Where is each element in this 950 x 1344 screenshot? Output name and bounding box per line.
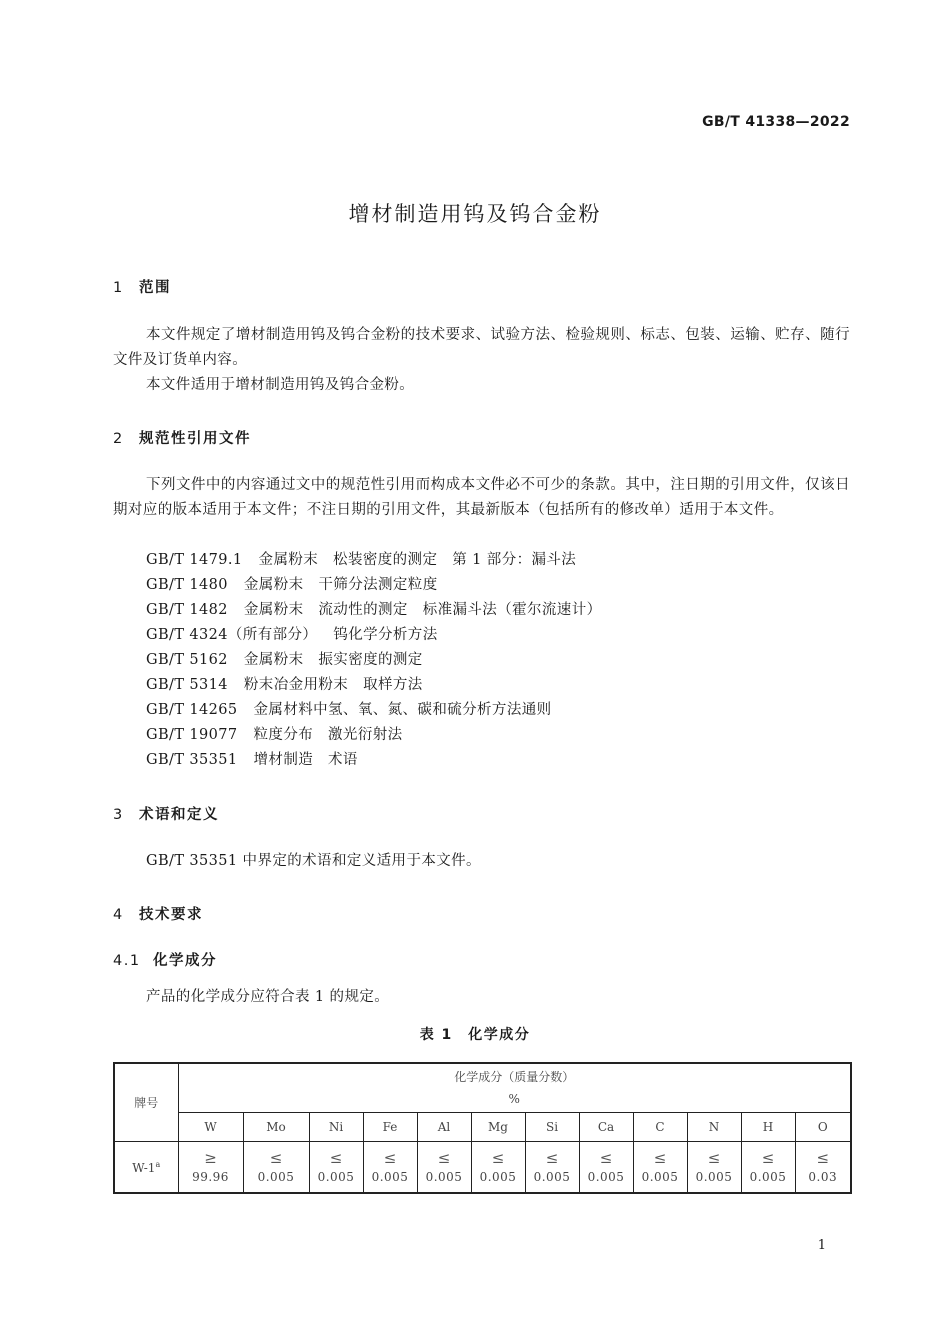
composition-cell [178, 1142, 243, 1194]
limit-value: 0.005 [257, 1170, 295, 1184]
reference-code: GB/T 1482 [146, 602, 228, 618]
section-1-heading [113, 276, 171, 297]
element-column-header: N [687, 1113, 741, 1142]
composition-cell [471, 1142, 525, 1194]
section-title: 技术要求 [139, 907, 203, 923]
limit-value: 0.005 [587, 1170, 625, 1184]
section-title: 化学成分 [153, 953, 217, 969]
section-title: 术语和定义 [139, 807, 219, 823]
grade-value: W-1 [132, 1160, 156, 1175]
reference-code: GB/T 19077 [146, 727, 238, 743]
limit-value: 0.005 [695, 1170, 733, 1184]
composition-cell [633, 1142, 687, 1194]
reference-item [146, 573, 602, 598]
limit-symbol: ≤ [383, 1149, 397, 1167]
limit-value: 0.03 [808, 1170, 838, 1184]
section-number: 3 [113, 807, 124, 823]
limit-symbol: ≤ [329, 1149, 343, 1167]
limit-symbol: ≤ [491, 1149, 505, 1167]
element-column-header: H [741, 1113, 795, 1142]
composition-cell [741, 1142, 795, 1194]
reference-title: 粉末冶金用粉末 取样方法 [243, 677, 423, 693]
composition-cell [579, 1142, 633, 1194]
composition-cell [363, 1142, 417, 1194]
reference-title: 金属粉末 流动性的测定 标准漏斗法（霍尔流速计） [243, 602, 602, 618]
normative-references-paragraph: 下列文件中的内容通过文中的规范性引用而构成本文件必不可少的条款。其中，注日期的引用文件，仅该日期对应的版本适用于本文件；不注日期的引用文件，其最新版本（包括所有的修改单）适用于本文件。 [113, 477, 850, 518]
composition-cell [525, 1142, 579, 1194]
table-caption: 表 1 化学成分 [419, 1027, 531, 1043]
composition-cell [243, 1142, 309, 1194]
section-number: 4.1 [113, 953, 141, 969]
element-column-header: W [178, 1113, 243, 1142]
reference-code: GB/T 5314 [146, 677, 228, 693]
section-number: 4 [113, 907, 124, 923]
grade-column-header: 牌号 [114, 1063, 178, 1142]
reference-title: 粒度分布 激光衍射法 [253, 727, 403, 743]
footnote-marker: a [155, 1159, 161, 1169]
standard-code: GB/T 41338—2022 [702, 114, 850, 130]
page-number: 1 [817, 1238, 826, 1253]
reference-item [146, 723, 602, 748]
reference-item [146, 548, 602, 573]
composition-header-unit: % [508, 1092, 520, 1106]
section-number: 1 [113, 280, 124, 296]
reference-code: GB/T 1480 [146, 577, 228, 593]
limit-value: 0.005 [533, 1170, 571, 1184]
reference-title: 金属粉末 干筛分法测定粒度 [243, 577, 438, 593]
composition-group-header [178, 1063, 851, 1113]
section-4-1-heading [113, 949, 217, 970]
element-column-header: Mg [471, 1113, 525, 1142]
reference-item [146, 673, 602, 698]
composition-header-label: 化学成分（质量分数） [454, 1070, 575, 1084]
reference-code: GB/T 14265 [146, 702, 238, 718]
reference-code: GB/T 1479.1 [146, 552, 243, 568]
scope-applicability: 本文件适用于增材制造用钨及钨合金粉。 [146, 377, 415, 393]
limit-value: 0.005 [479, 1170, 517, 1184]
reference-item [146, 623, 602, 648]
composition-cell [309, 1142, 363, 1194]
limit-symbol: ≤ [761, 1149, 775, 1167]
reference-list [146, 548, 602, 773]
reference-item [146, 598, 602, 623]
limit-symbol: ≤ [437, 1149, 451, 1167]
limit-symbol: ≤ [707, 1149, 721, 1167]
section-number: 2 [113, 431, 124, 447]
grade-cell [114, 1142, 178, 1194]
chemical-composition-table [113, 1062, 852, 1194]
element-column-header: Mo [243, 1113, 309, 1142]
reference-code: GB/T 4324（所有部分） [146, 627, 318, 643]
section-title: 范围 [139, 280, 171, 296]
reference-title: 钨化学分析方法 [333, 627, 438, 643]
limit-value: 99.96 [192, 1170, 229, 1184]
terms-paragraph: GB/T 35351 中界定的术语和定义适用于本文件。 [146, 853, 481, 869]
reference-item [146, 698, 602, 723]
element-column-header: Ca [579, 1113, 633, 1142]
scope-paragraph: 本文件规定了增材制造用钨及钨合金粉的技术要求、试验方法、检验规则、标志、包装、运输、贮存、随行文件及订货单内容。 [113, 327, 850, 368]
section-title: 规范性引用文件 [139, 431, 251, 447]
reference-title: 金属粉末 松装密度的测定 第 1 部分：漏斗法 [258, 552, 577, 568]
reference-title: 金属材料中氢、氧、氮、碳和硫分析方法通则 [253, 702, 552, 718]
section-2-heading [113, 427, 251, 448]
table-row [114, 1142, 851, 1194]
element-column-header: Ni [309, 1113, 363, 1142]
limit-value: 0.005 [317, 1170, 355, 1184]
reference-code: GB/T 5162 [146, 652, 228, 668]
document-title: 增材制造用钨及钨合金粉 [348, 202, 602, 226]
section-3-heading [113, 803, 219, 824]
reference-code: GB/T 35351 [146, 752, 238, 768]
limit-symbol: ≥ [204, 1149, 217, 1167]
reference-item [146, 748, 602, 773]
limit-value: 0.005 [371, 1170, 409, 1184]
chemical-composition-paragraph: 产品的化学成分应符合表 1 的规定。 [146, 989, 390, 1005]
element-column-header: C [633, 1113, 687, 1142]
reference-item [146, 648, 602, 673]
limit-symbol: ≤ [816, 1149, 830, 1167]
limit-value: 0.005 [749, 1170, 787, 1184]
limit-symbol: ≤ [269, 1149, 283, 1167]
limit-value: 0.005 [425, 1170, 463, 1184]
composition-cell [687, 1142, 741, 1194]
limit-symbol: ≤ [599, 1149, 613, 1167]
composition-cell [417, 1142, 471, 1194]
limit-symbol: ≤ [545, 1149, 559, 1167]
reference-title: 增材制造 术语 [253, 752, 358, 768]
limit-value: 0.005 [641, 1170, 679, 1184]
element-column-header: Al [417, 1113, 471, 1142]
section-4-heading [113, 903, 203, 924]
element-column-header: Si [525, 1113, 579, 1142]
limit-symbol: ≤ [653, 1149, 667, 1167]
composition-cell [795, 1142, 851, 1194]
element-column-header: O [795, 1113, 851, 1142]
element-column-header: Fe [363, 1113, 417, 1142]
reference-title: 金属粉末 振实密度的测定 [243, 652, 423, 668]
